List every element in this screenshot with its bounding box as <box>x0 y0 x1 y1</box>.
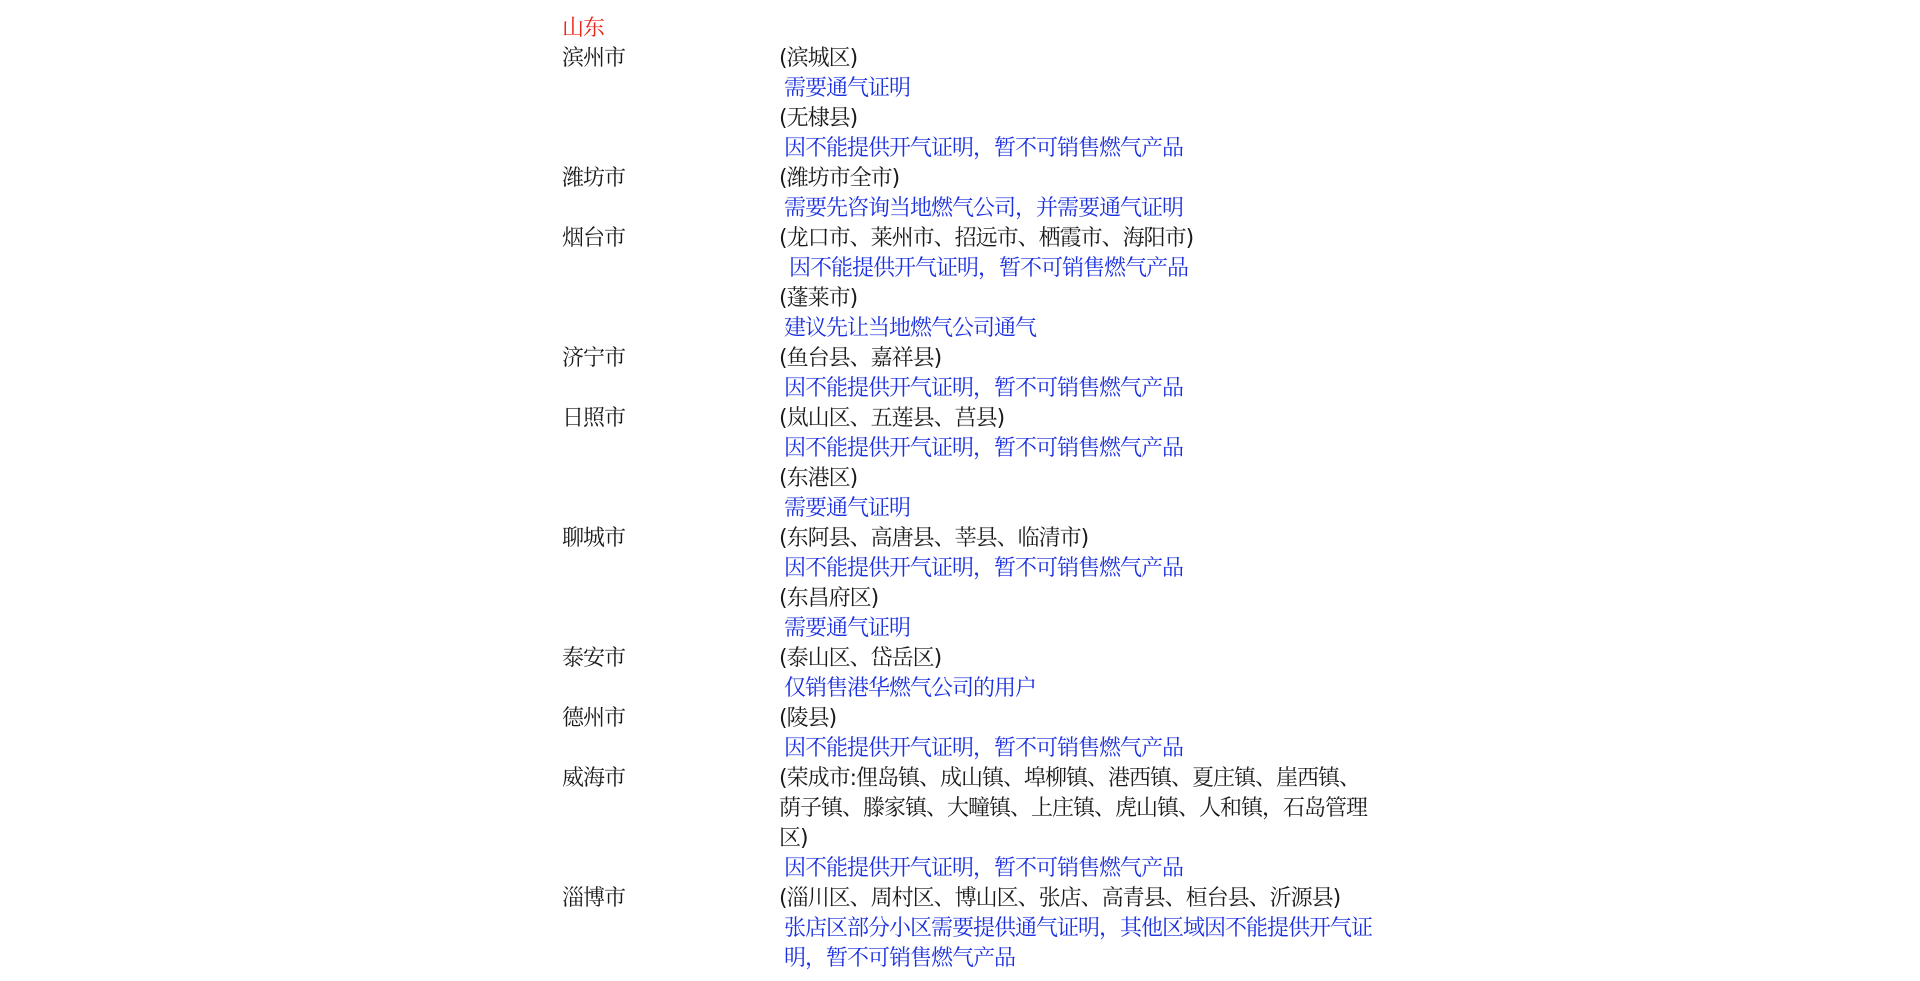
city-entries <box>779 44 1382 164</box>
city-name: 泰安市 <box>562 646 626 671</box>
city-block <box>562 644 1382 704</box>
note-text: 张店区部分小区需要提供通气证明，其他区域因不能提供开气证明，暂不可销售燃气产品 <box>784 916 1373 971</box>
note-text: 因不能提供开气证明，暂不可销售燃气产品 <box>789 256 1189 281</box>
city-block <box>562 524 1382 644</box>
note-text: 因不能提供开气证明，暂不可销售燃气产品 <box>784 136 1184 161</box>
city-block <box>562 344 1382 404</box>
document <box>562 14 1382 974</box>
area-text: (陵县) <box>779 706 837 731</box>
area-text: (无棣县) <box>779 106 858 131</box>
province-title: 山东 <box>562 16 605 41</box>
city-name: 威海市 <box>562 766 626 791</box>
city-block <box>562 404 1382 524</box>
note-text: 因不能提供开气证明，暂不可销售燃气产品 <box>784 376 1184 401</box>
city-name: 滨州市 <box>562 46 626 71</box>
city-name: 烟台市 <box>562 226 626 251</box>
city-block <box>562 44 1382 164</box>
note-text: 因不能提供开气证明，暂不可销售燃气产品 <box>784 556 1184 581</box>
city-entries <box>779 764 1382 884</box>
city-name: 日照市 <box>562 406 626 431</box>
note-text: 需要通气证明 <box>784 496 911 521</box>
note-text: 建议先让当地燃气公司通气 <box>784 316 1037 341</box>
area-text: (鱼台县、嘉祥县) <box>779 346 942 371</box>
area-text: (荣成市:俚岛镇、成山镇、埠柳镇、港西镇、夏庄镇、崖西镇、荫子镇、滕家镇、大疃镇、上庄镇、虎山镇、人和镇，石岛管理区) <box>779 766 1368 851</box>
note-text: 因不能提供开气证明，暂不可销售燃气产品 <box>784 856 1184 881</box>
city-block <box>562 164 1382 224</box>
note-text: 仅销售港华燃气公司的用户 <box>784 676 1037 701</box>
area-text: (龙口市、莱州市、招远市、栖霞市、海阳市) <box>779 226 1194 251</box>
area-text: (东港区) <box>779 466 858 491</box>
city-name: 济宁市 <box>562 346 626 371</box>
note-text: 因不能提供开气证明，暂不可销售燃气产品 <box>784 436 1184 461</box>
area-text: (东昌府区) <box>779 586 879 611</box>
area-text: (蓬莱市) <box>779 286 858 311</box>
city-entries <box>779 344 1382 404</box>
city-block <box>562 704 1382 764</box>
note-text: 需要通气证明 <box>784 616 911 641</box>
city-block <box>562 224 1382 344</box>
city-name: 淄博市 <box>562 886 626 911</box>
city-entries <box>779 704 1382 764</box>
area-text: (滨城区) <box>779 46 858 71</box>
city-name: 德州市 <box>562 706 626 731</box>
city-entries <box>779 884 1384 974</box>
area-text: (泰山区、岱岳区) <box>779 646 942 671</box>
city-block <box>562 764 1382 884</box>
city-entries <box>779 644 1382 704</box>
city-name: 潍坊市 <box>562 166 626 191</box>
area-text: (淄川区、周村区、博山区、张店、高青县、桓台县、沂源县) <box>779 886 1341 911</box>
city-entries <box>779 224 1382 344</box>
city-name: 聊城市 <box>562 526 626 551</box>
area-text: (岚山区、五莲县、莒县) <box>779 406 1005 431</box>
note-text: 需要通气证明 <box>784 76 911 101</box>
note-text: 因不能提供开气证明，暂不可销售燃气产品 <box>784 736 1184 761</box>
area-text: (东阿县、高唐县、莘县、临清市) <box>779 526 1089 551</box>
city-entries <box>779 524 1382 644</box>
city-block <box>562 884 1382 974</box>
city-entries <box>779 404 1382 524</box>
city-entries <box>779 164 1382 224</box>
note-text: 需要先咨询当地燃气公司，并需要通气证明 <box>784 196 1184 221</box>
area-text: (潍坊市全市) <box>779 166 900 191</box>
